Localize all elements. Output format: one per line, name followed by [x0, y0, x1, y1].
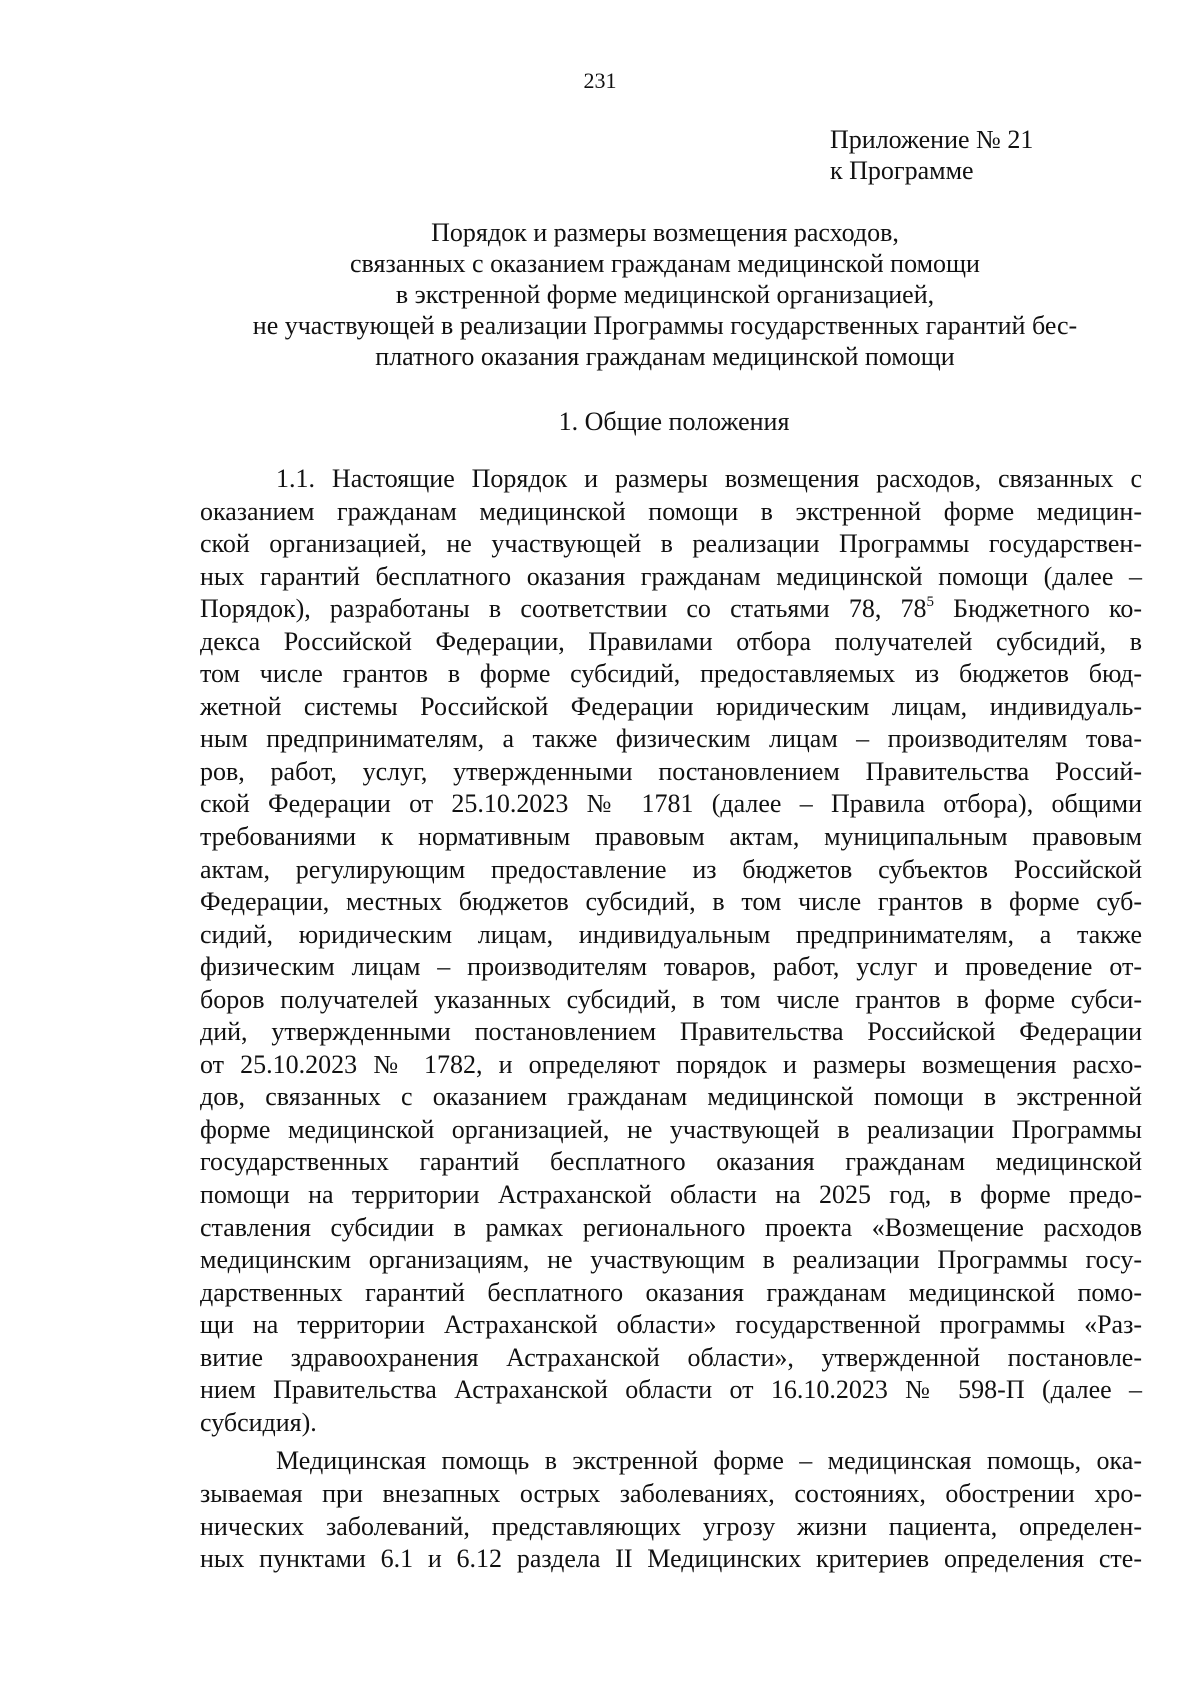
- paragraph-line: ных гарантий бесплатного оказания гражданам медицинской помощи (далее –: [200, 561, 1142, 591]
- paragraph-line: боров получателей указанных субсидий, в том числе грантов в форме субси-: [200, 984, 1142, 1014]
- line-text: Порядок), разработаны в соответствии со статьями 78, 78: [200, 594, 927, 624]
- paragraph-line: физическим лицам – производителям товаров, работ, услуг и проведение от-: [200, 952, 1142, 982]
- paragraph-line: сидий, юридическим лицам, индивидуальным предпринимателям, а также: [200, 919, 1142, 949]
- paragraph-line: 1.1. Настоящие Порядок и размеры возмещения расходов, связанных с: [276, 464, 1142, 493]
- paragraph-line: ных пунктами 6.1 и 6.12 раздела II Медицинских критериев определения сте-: [200, 1544, 1142, 1574]
- paragraph-line: нических заболеваний, представляющих угрозу жизни пациента, определен-: [200, 1511, 1142, 1541]
- paragraph-line: требованиями к нормативным правовым актам, муниципальным правовым: [200, 822, 1142, 852]
- paragraph-line: помощи на территории Астраханской области на 2025 год, в форме предо-: [200, 1180, 1142, 1210]
- paragraph-line: щи на территории Астраханской области» государственной программы «Раз-: [200, 1310, 1142, 1340]
- appendix-number: Приложение № 21: [830, 125, 1034, 154]
- paragraph-line: ской организацией, не участвующей в реализации Программы государствен-: [200, 529, 1142, 559]
- paragraph-line: ставления субсидии в рамках регионального проекта «Возмещение расходов: [200, 1212, 1142, 1242]
- title-line: платного оказания гражданам медицинской помощи: [375, 342, 955, 371]
- paragraph-line: дов, связанных с оказанием гражданам медицинской помощи в экстренной: [200, 1082, 1142, 1112]
- article-superscript: 5: [926, 593, 935, 610]
- title-line: связанных с оказанием гражданам медицинской помощи: [350, 249, 980, 278]
- paragraph-line: медицинским организациям, не участвующим в реализации Программы госу-: [200, 1245, 1142, 1275]
- paragraph-line: субсидия).: [200, 1407, 317, 1437]
- paragraph-line: ской Федерации от 25.10.2023 № 1781 (далее – Правила отбора), общими: [200, 789, 1142, 819]
- document-title: [190, 217, 1140, 372]
- line-text-tail: Бюджетного ко-: [934, 594, 1143, 624]
- paragraph-line: дарственных гарантий бесплатного оказания гражданам медицинской помо-: [200, 1277, 1142, 1307]
- title-line: в экстренной форме медицинской организацией,: [395, 280, 935, 309]
- paragraph-line-with-superscript: [200, 593, 1142, 626]
- title-line: не участвующей в реализации Программы государственных гарантий бес-: [252, 311, 1078, 340]
- paragraph-line: государственных гарантий бесплатного оказания гражданам медицинской: [200, 1147, 1142, 1177]
- paragraph-line: зываемая при внезапных острых заболеваниях, состояниях, обострении хро-: [200, 1478, 1142, 1508]
- paragraph-line: жетной системы Российской Федерации юридическим лицам, индивидуаль-: [200, 691, 1142, 721]
- paragraph-line: ров, работ, услуг, утвержденными постановлением Правительства Россий-: [200, 756, 1142, 786]
- paragraph-line: том числе грантов в форме субсидий, предоставляемых из бюджетов бюд-: [200, 659, 1142, 689]
- appendix-reference: [830, 124, 1033, 186]
- appendix-program: к Программе: [830, 156, 974, 185]
- paragraph-line: дий, утвержденными постановлением Правительства Российской Федерации: [200, 1017, 1142, 1047]
- paragraph-2: [200, 1445, 1142, 1575]
- paragraph-line: Федерации, местных бюджетов субсидий, в том числе грантов в форме суб-: [200, 887, 1142, 917]
- document-body: [200, 463, 1142, 1576]
- paragraph-line: ным предпринимателям, а также физическим лицам – производителям това-: [200, 724, 1142, 754]
- paragraph-line: витие здравоохранения Астраханской области», утвержденной постановле-: [200, 1342, 1142, 1372]
- paragraph-line: актам, регулирующим предоставление из бюджетов субъектов Российской: [200, 854, 1142, 884]
- section-heading: 1. Общие положения: [558, 407, 790, 436]
- paragraph-line: нием Правительства Астраханской области от 16.10.2023 № 598-П (далее –: [200, 1375, 1142, 1405]
- paragraph-line: Медицинская помощь в экстренной форме – медицинская помощь, ока-: [276, 1446, 1142, 1476]
- paragraph-1: [200, 463, 1142, 1439]
- page-number: 231: [583, 68, 617, 93]
- paragraph-line: форме медицинской организацией, не участвующей в реализации Программы: [200, 1114, 1142, 1144]
- paragraph-line: декса Российской Федерации, Правилами отбора получателей субсидий, в: [200, 626, 1142, 656]
- title-line: Порядок и размеры возмещения расходов,: [431, 218, 899, 247]
- paragraph-line: оказанием гражданам медицинской помощи в экстренной форме медицин-: [200, 496, 1142, 526]
- paragraph-line: от 25.10.2023 № 1782, и определяют порядок и размеры возмещения расхо-: [200, 1049, 1142, 1079]
